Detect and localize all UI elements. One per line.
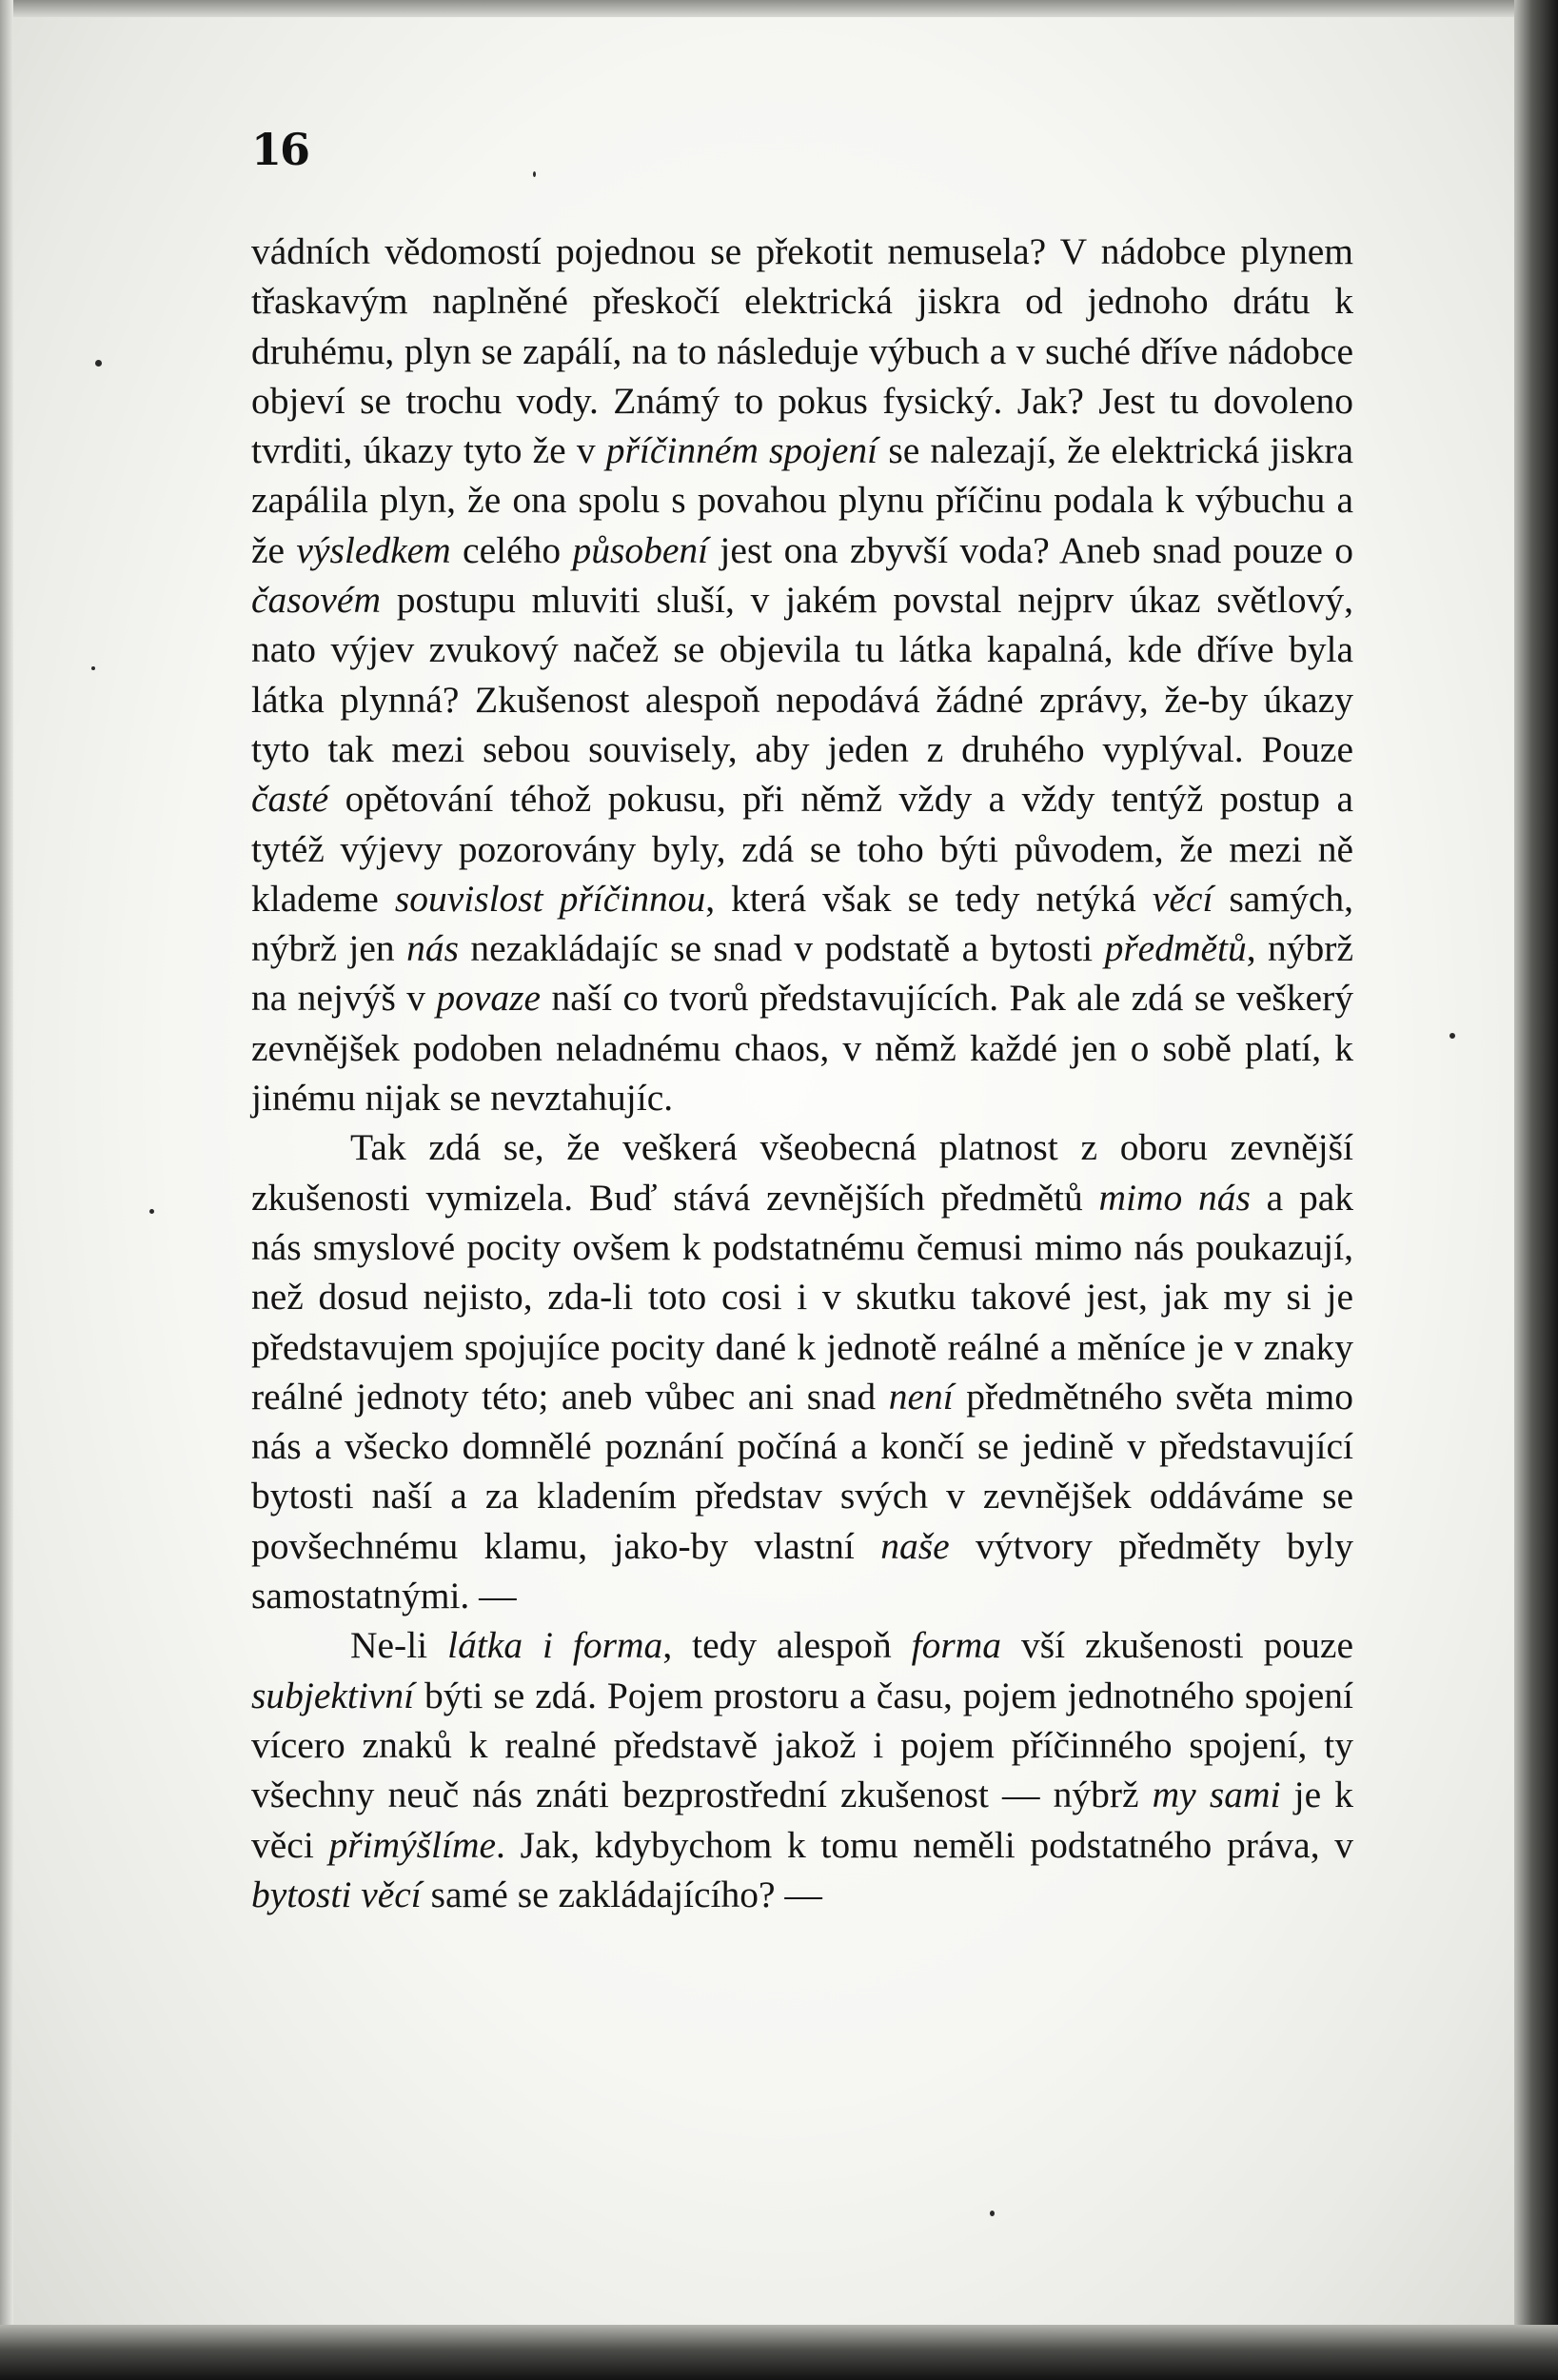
text-run: samých, nýbrž jen [251,877,1353,970]
paragraph-3 [251,1620,1353,1919]
dust-speck [149,1209,154,1214]
dust-speck [91,666,95,670]
italic-text: souvislost příčinnou [394,877,706,920]
italic-text: není [888,1375,954,1418]
italic-text: předmětů [1104,927,1247,970]
italic-text: naše [880,1524,950,1567]
body-text [251,227,1353,1919]
text-run: býti se zdá. Pojem prostoru a času, pojem jednotného spojení vícero znaků k realné představě jakož i pojem příčinného spojení, ty všechny neuč nás znáti bezprostřední zkušenost — nýbrž [251,1674,1353,1816]
text-run: celého [450,528,573,571]
scan-edge-right [1514,0,1558,2380]
italic-text: působení [572,528,709,571]
text-run: výtvory předměty byly samostatnými. — [251,1524,1353,1617]
text-run: , tedy alespoň [662,1624,912,1667]
italic-text: přimýšlíme [328,1823,497,1866]
text-run: vší zkušenosti pouze [1001,1624,1353,1667]
paragraph-2 [251,1122,1353,1620]
dust-speck [990,2211,995,2216]
italic-text: časté [251,778,329,821]
text-run: postupu mluviti sluší, v jakém povstal nejprv úkaz světlový, nato výjev zvukový načež se objevila tu látka kapalná, kde dříve byla látka plynná? Zkušenost alespoň nepodává žádné zprávy, že-by úkazy tyto tak mezi sebou souvisely, aby jeden z druhého vyplýval. Pouze [251,579,1353,770]
text-run: se nalezají, že elektrická jiskra zapálila plyn, že ona spolu s povahou plynu příčinu podala k výbuchu a že [251,429,1354,571]
text-run: . Jak, kdybychom k tomu neměli podstatného práva, v [496,1823,1353,1866]
italic-text: nás [406,927,459,970]
text-run: nezakládajíc se snad v podstatě a bytosti [458,927,1105,970]
italic-text: forma [911,1624,1002,1667]
text-run: Tak zdá se, že veškerá všeobecná platnost z oboru zevnější zkušenosti vymizela. Buď stává zevnějších předmětů [251,1126,1353,1219]
text-run: samé se zakládajícího? — [421,1873,822,1915]
italic-text: výsledkem [296,528,451,571]
dust-speck [1450,1033,1455,1039]
dust-speck [95,360,102,367]
text-run: , která však se tedy netýká [705,877,1153,920]
text-run: je k věci [251,1774,1353,1866]
text-run: Ne-li [350,1624,448,1667]
italic-text: věcí [1152,877,1213,920]
italic-text: mimo nás [1098,1176,1251,1219]
scan-edge-top [0,0,1558,17]
italic-text: bytosti věcí [251,1873,422,1915]
italic-text: příčinném spojení [605,429,878,472]
text-run: jest ona zbyvší voda? Aneb snad pouze o [708,528,1353,571]
text-run: vádních vědomostí pojednou se překotit nemusela? V nádobce plynem třaskavým naplněné přeskočí elektrická jiskra od jednoho drátu k druhému, plyn se zapálí, na to následuje výbuch a v suché dříve nádobce objeví se trochu vody. Známý to pokus fysický. Jak? Jest tu dovoleno tvrditi, úkazy tyto že v [251,230,1353,472]
italic-text: subjektivní [251,1674,415,1716]
scan-edge-bottom [0,2325,1558,2380]
italic-text: my sami [1152,1774,1281,1816]
dust-speck [533,171,536,177]
text-run: opětování téhož pokusu, při němž vždy a vždy tentýž postup a tytéž výjevy pozorovány byly, zdá se toho býti původem, že mezi ně klademe [251,778,1353,920]
italic-text: časovém [251,579,381,622]
text-run: naší co tvorů představujících. Pak ale zdá se veškerý zevnějšek podoben neladnému chaos, v němž každé jen o sobě platí, k jinému nijak se nevztahujíc. [251,977,1353,1120]
text-run: a pak nás smyslové pocity ovšem k podstatnému čemusi mimo nás poukazují, než dosud nejisto, zda-li toto cosi i v skutku takové jest, jak my si je představujem spojujíce pocity dané k jednotě reálné a měníce je v znaky reálné jednoty této; aneb vůbec ani snad [251,1176,1353,1418]
text-run: předmětného světa mimo nás a všecko domnělé poznání počíná a končí se jedině v představující bytosti naší a za kladením představ svých v zevnějšek oddáváme se povšechnému klamu, jako-by vlastní [251,1375,1353,1567]
italic-text: povaze [436,977,542,1020]
paragraph-1 [251,227,1353,1122]
page-number: 16 [251,124,309,175]
scan-edge-left [0,0,13,2380]
text-run: , nýbrž na nejvýš v [251,927,1353,1020]
italic-text: látka i forma [447,1624,663,1667]
